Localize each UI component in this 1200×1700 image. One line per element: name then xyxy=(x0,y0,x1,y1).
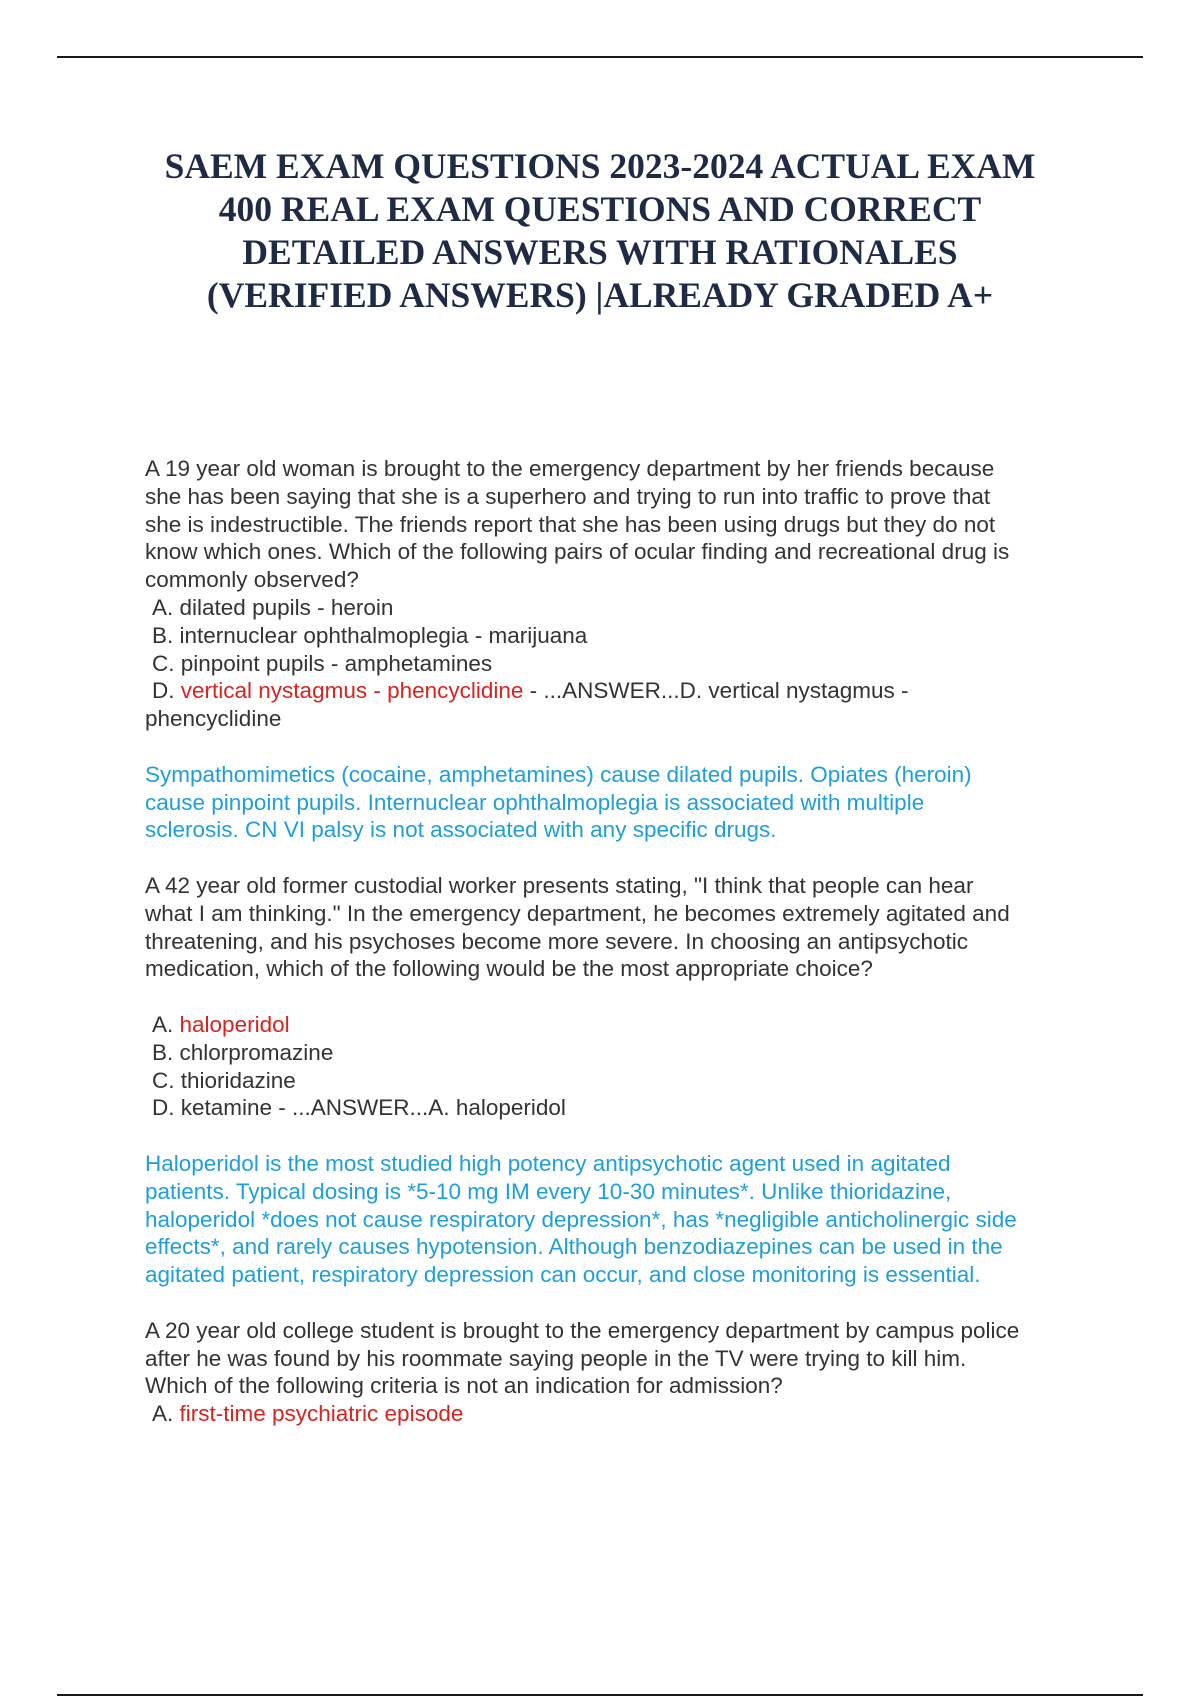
question-stem-line: after he was found by his roommate saying people in the TV were trying to kill him. xyxy=(145,1345,967,1371)
question-stem-line: commonly observed? xyxy=(145,567,359,593)
question-2 xyxy=(145,872,1090,983)
option-letter: D. xyxy=(152,678,181,704)
bottom-divider xyxy=(57,1694,1143,1696)
rationale-line: patients. Typical dosing is *5-10 mg IM every 10-30 minutes*. Unlike thioridazine, xyxy=(145,1178,952,1204)
rationale-line: Sympathomimetics (cocaine, amphetamines) cause dilated pupils. Opiates (heroin) xyxy=(145,761,972,787)
question-stem-line: she is indestructible. The friends report that she has been using drugs but they do not xyxy=(145,511,996,537)
option-c: C. thioridazine xyxy=(152,1067,296,1093)
option-a xyxy=(145,1400,1090,1428)
rationale-line: effects*, and rarely causes hypotension. Although benzodiazepines can be used in the xyxy=(145,1234,1003,1260)
question-stem-line: A 42 year old former custodial worker presents stating, "I think that people can hear xyxy=(145,872,974,898)
option-letter: A. xyxy=(152,1401,180,1427)
title-line: SAEM EXAM QUESTIONS 2023-2024 ACTUAL EXAM xyxy=(164,146,1036,186)
correct-answer-highlight: haloperidol xyxy=(179,1011,290,1037)
title-line: DETAILED ANSWERS WITH RATIONALES xyxy=(242,232,958,272)
option-d: D. ketamine - ...ANSWER...A. haloperidol xyxy=(152,1095,566,1121)
option-c: C. pinpoint pupils - amphetamines xyxy=(152,650,493,676)
question-stem-line: what I am thinking." In the emergency department, he becomes extremely agitated and xyxy=(145,900,1010,926)
option-a xyxy=(145,1011,1090,1039)
rationale-2 xyxy=(145,1150,1090,1289)
document-body xyxy=(145,455,1090,1428)
correct-answer-highlight: first-time psychiatric episode xyxy=(179,1401,464,1427)
question-stem-line: A 20 year old college student is brought to the emergency department by campus police xyxy=(145,1317,1020,1343)
correct-answer-highlight: vertical nystagmus - phencyclidine xyxy=(180,678,524,704)
option-b: B. chlorpromazine xyxy=(152,1039,334,1065)
rationale-line: cause pinpoint pupils. Internuclear ophthalmoplegia is associated with multiple xyxy=(145,789,925,815)
rationale-line: haloperidol *does not cause respiratory depression*, has *negligible anticholinergic side xyxy=(145,1206,1017,1232)
top-divider xyxy=(57,56,1143,58)
question-2-options xyxy=(145,1011,1090,1122)
answer-key: - ...ANSWER...D. vertical nystagmus - xyxy=(523,678,909,704)
question-stem-line: know which ones. Which of the following pairs of ocular finding and recreational drug is xyxy=(145,539,1010,565)
title-line: (VERIFIED ANSWERS) |ALREADY GRADED A+ xyxy=(206,275,994,315)
option-a: A. dilated pupils - heroin xyxy=(152,594,394,620)
option-d xyxy=(145,677,1090,705)
question-stem-line: she has been saying that she is a superhero and trying to run into traffic to prove that xyxy=(145,483,991,509)
question-stem-line: medication, which of the following would be the most appropriate choice? xyxy=(145,956,873,982)
rationale-line: Haloperidol is the most studied high potency antipsychotic agent used in agitated xyxy=(145,1150,951,1176)
option-letter: A. xyxy=(152,1011,180,1037)
rationale-line: agitated patient, respiratory depression can occur, and close monitoring is essential. xyxy=(145,1262,981,1288)
question-stem-line: A 19 year old woman is brought to the emergency department by her friends because xyxy=(145,456,995,481)
question-stem-line: Which of the following criteria is not an indication for admission? xyxy=(145,1373,783,1399)
question-1 xyxy=(145,455,1090,733)
rationale-line: sclerosis. CN VI palsy is not associated with any specific drugs. xyxy=(145,817,777,843)
question-stem-line: threatening, and his psychoses become more severe. In choosing an antipsychotic xyxy=(145,928,968,954)
option-b: B. internuclear ophthalmoplegia - marijuana xyxy=(152,622,588,648)
title-line: 400 REAL EXAM QUESTIONS AND CORRECT xyxy=(218,189,982,229)
document-title xyxy=(100,145,1100,317)
question-3 xyxy=(145,1317,1090,1428)
rationale-1 xyxy=(145,761,1090,844)
answer-key-continued: phencyclidine xyxy=(145,706,282,732)
